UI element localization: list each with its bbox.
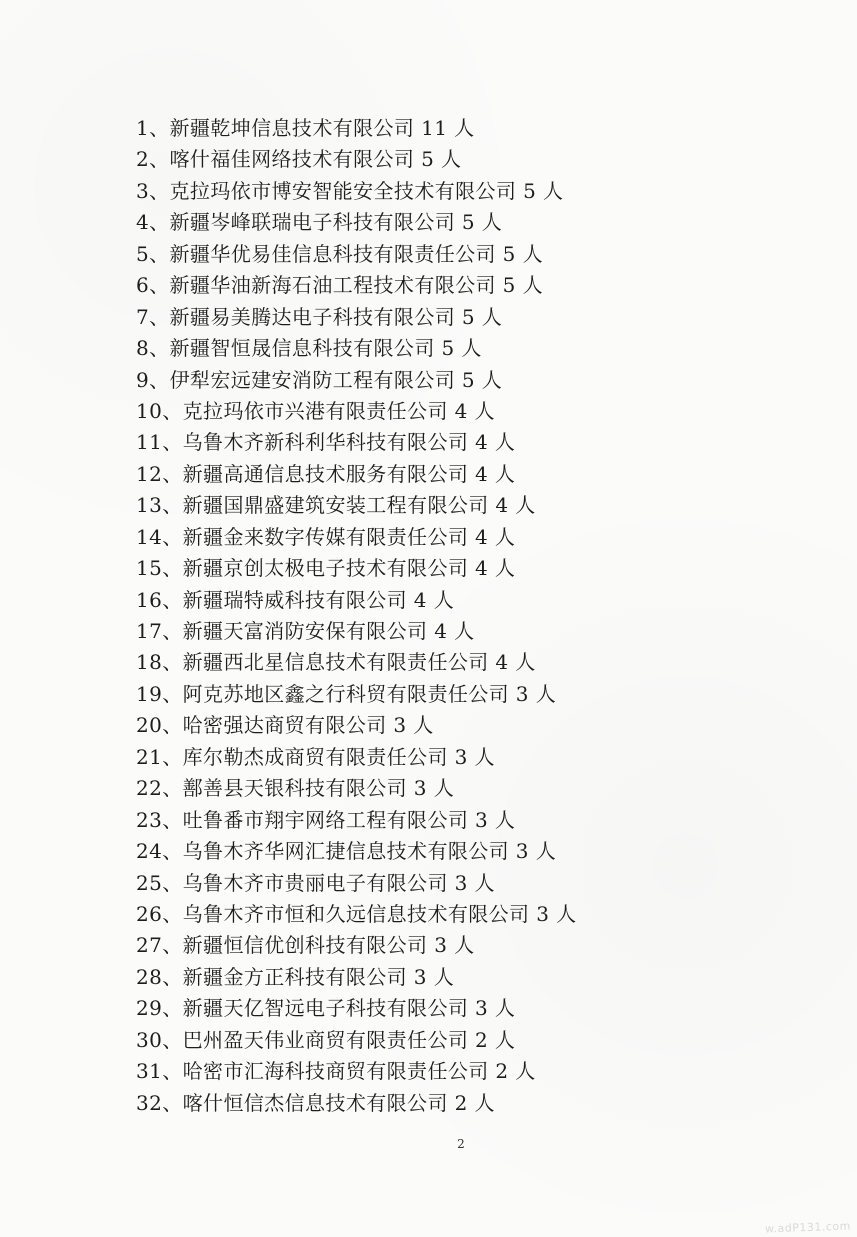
item-number: 10 (136, 398, 163, 423)
item-number: 18 (136, 650, 163, 675)
list-item (136, 239, 796, 270)
item-number: 19 (136, 681, 163, 706)
item-text: 、吐鲁番市翔宇网络工程有限公司 3 人 (162, 807, 516, 832)
item-number: 25 (136, 870, 163, 895)
item-text: 、新疆国鼎盛建筑安装工程有限公司 4 人 (162, 493, 536, 518)
list-item (136, 930, 796, 961)
item-number: 9 (136, 367, 150, 392)
item-number: 31 (136, 1059, 163, 1084)
item-number: 27 (136, 933, 163, 958)
list-item (136, 836, 796, 867)
company-list (136, 113, 796, 1119)
list-item (136, 396, 796, 427)
list-item (136, 805, 796, 836)
item-text: 、新疆金方正科技有限公司 3 人 (162, 964, 455, 989)
page-number: 2 (457, 1137, 465, 1151)
item-text: 、新疆乾坤信息技术有限公司 11 人 (149, 116, 475, 140)
list-item (136, 1088, 796, 1119)
item-number: 8 (136, 336, 150, 361)
list-item (136, 647, 796, 678)
item-number: 1 (136, 116, 150, 140)
list-item (136, 207, 796, 238)
item-text: 、新疆高通信息技术服务有限公司 4 人 (162, 461, 516, 486)
item-number: 14 (136, 524, 163, 549)
item-text: 、新疆易美腾达电子科技有限公司 5 人 (149, 304, 503, 329)
item-text: 、新疆恒信优创科技有限公司 3 人 (162, 933, 475, 958)
item-number: 2 (136, 147, 150, 172)
item-text: 、新疆华油新海石油工程技术有限公司 5 人 (149, 273, 543, 298)
item-number: 30 (136, 1027, 163, 1052)
list-item (136, 868, 796, 899)
item-number: 23 (136, 807, 163, 832)
item-text: 、新疆西北星信息技术有限责任公司 4 人 (162, 650, 536, 675)
item-text: 、乌鲁木齐华网汇捷信息技术有限公司 3 人 (162, 839, 557, 864)
item-number: 12 (136, 461, 163, 486)
list-item (136, 176, 796, 207)
list-item (136, 427, 796, 458)
item-text: 、鄯善县天银科技有限公司 3 人 (162, 776, 455, 801)
item-text: 、新疆天富消防安保有限公司 4 人 (162, 619, 475, 643)
item-number: 29 (136, 996, 163, 1021)
list-item (136, 459, 796, 490)
list-item (136, 773, 796, 804)
item-text: 、阿克苏地区鑫之行科贸有限责任公司 3 人 (162, 681, 557, 706)
list-item (136, 1025, 796, 1056)
item-text: 、新疆华优易佳信息科技有限责任公司 5 人 (149, 241, 543, 266)
item-number: 16 (136, 587, 163, 612)
list-item (136, 1056, 796, 1087)
item-text: 、克拉玛依市兴港有限责任公司 4 人 (162, 398, 495, 423)
list-item (136, 679, 796, 710)
item-number: 15 (136, 556, 163, 581)
item-text: 、伊犁宏远建安消防工程有限公司 5 人 (149, 367, 503, 392)
item-text: 、喀什恒信杰信息技术有限公司 2 人 (162, 1090, 495, 1115)
item-number: 21 (136, 744, 163, 769)
item-number: 4 (136, 210, 150, 235)
item-text: 、乌鲁木齐市贵丽电子有限公司 3 人 (162, 870, 495, 895)
list-item (136, 962, 796, 993)
list-item (136, 522, 796, 553)
list-item (136, 270, 796, 301)
item-number: 13 (136, 493, 163, 518)
list-item (136, 113, 796, 144)
list-item (136, 710, 796, 741)
item-text: 、哈密市汇海科技商贸有限责任公司 2 人 (162, 1059, 536, 1084)
item-number: 20 (136, 713, 163, 738)
item-number: 3 (136, 178, 150, 203)
item-number: 7 (136, 304, 150, 329)
item-text: 、新疆岑峰联瑞电子科技有限公司 5 人 (149, 210, 503, 235)
item-text: 、克拉玛依市博安智能安全技术有限公司 5 人 (149, 178, 564, 203)
item-text: 、乌鲁木齐市恒和久远信息技术有限公司 3 人 (162, 901, 577, 926)
item-text: 、新疆瑞特威科技有限公司 4 人 (162, 587, 455, 612)
item-text: 、哈密强达商贸有限公司 3 人 (162, 713, 434, 738)
item-number: 24 (136, 839, 163, 864)
list-item (136, 585, 796, 616)
item-number: 17 (136, 619, 163, 643)
item-number: 26 (136, 901, 163, 926)
item-text: 、喀什福佳网络技术有限公司 5 人 (149, 147, 462, 172)
item-text: 、新疆天亿智远电子科技有限公司 3 人 (162, 996, 516, 1021)
list-item (136, 302, 796, 333)
list-item (136, 993, 796, 1024)
item-text: 、新疆京创太极电子技术有限公司 4 人 (162, 556, 516, 581)
item-text: 、巴州盈天伟业商贸有限责任公司 2 人 (162, 1027, 516, 1052)
item-number: 11 (136, 430, 163, 455)
list-item (136, 333, 796, 364)
item-number: 5 (136, 241, 150, 266)
list-item (136, 616, 796, 647)
list-item (136, 365, 796, 396)
list-item (136, 899, 796, 930)
item-number: 28 (136, 964, 163, 989)
list-item (136, 144, 796, 175)
item-text: 、新疆金来数字传媒有限责任公司 4 人 (162, 524, 516, 549)
list-item (136, 490, 796, 521)
item-text: 、新疆智恒晟信息科技有限公司 5 人 (149, 336, 482, 361)
item-number: 22 (136, 776, 163, 801)
item-number: 32 (136, 1090, 163, 1115)
item-text: 、乌鲁木齐新科利华科技有限公司 4 人 (162, 430, 516, 455)
list-item (136, 553, 796, 584)
item-number: 6 (136, 273, 150, 298)
item-text: 、库尔勒杰成商贸有限责任公司 3 人 (162, 744, 495, 769)
watermark-text: w.adP131.com (764, 1219, 852, 1236)
list-item (136, 742, 796, 773)
